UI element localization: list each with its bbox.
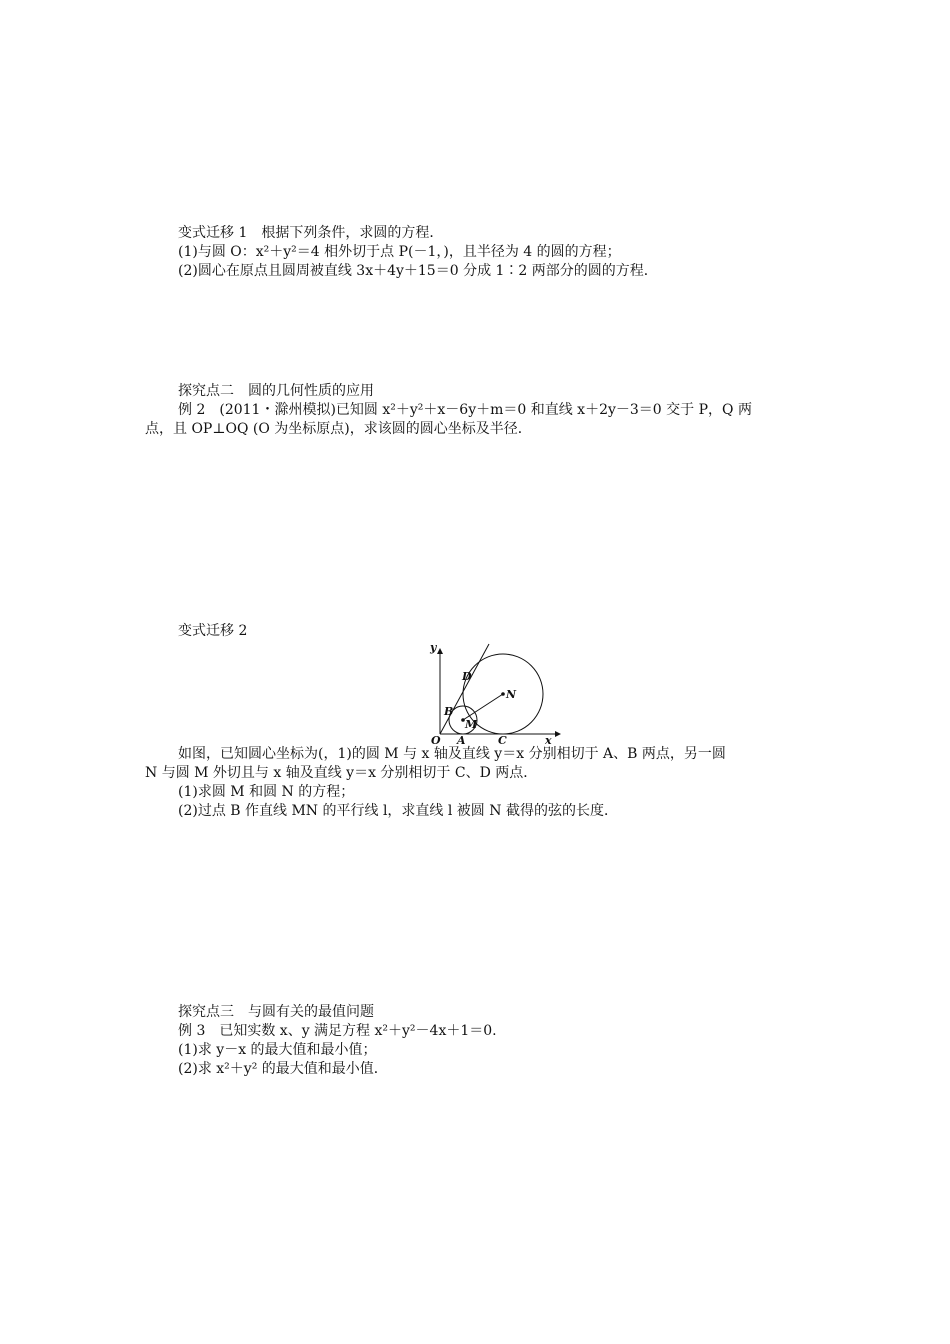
label-m: M	[465, 718, 478, 731]
section3-heading: 变式迁移 2	[178, 623, 248, 639]
label-c: C	[498, 734, 507, 745]
section3-item2: (2)过点 B 作直线 MN 的平行线 l，求直线 l 被圆 N 截得的弦的长度．	[178, 803, 618, 819]
label-y: y	[430, 641, 437, 654]
example2-line2: 点，且 OP⊥OQ (O 为坐标原点)，求该圆的圆心坐标及半径．	[145, 421, 532, 437]
section3-text-line2: N 与圆 M 外切且与 x 轴及直线 y＝x 分别相切于 C、D 两点．	[145, 765, 538, 781]
x-axis-arrow	[555, 731, 561, 737]
label-a: A	[457, 734, 466, 745]
section3-text-line1: 如图，已知圆心坐标为(，1)的圆 M 与 x 轴及直线 y＝x 分别相切于 A、B 两点，另一圆	[178, 746, 726, 762]
section3-item1: (1)求圆 M 和圆 N 的方程；	[178, 784, 355, 800]
label-o: O	[431, 734, 441, 745]
section1-heading: 变式迁移 1 根据下列条件，求圆的方程．	[178, 225, 444, 241]
example2-line1: 例 2 (2011・滁州模拟)已知圆 x²＋y²＋x－6y＋m＝0 和直线 x＋2y－3＝0 交于 P，Q 两	[178, 402, 752, 418]
geometry-figure	[425, 640, 565, 745]
label-n: N	[506, 688, 517, 701]
section4-heading: 探究点三 与圆有关的最值问题	[178, 1004, 374, 1020]
y-axis-arrow	[437, 648, 443, 654]
section1-item1: (1)与圆 O：x²＋y²＝4 相外切于点 P(－1，)，且半径为 4 的圆的方程；	[178, 244, 621, 260]
section2-heading: 探究点二 圆的几何性质的应用	[178, 383, 374, 399]
section4-item2: (2)求 x²＋y² 的最大值和最小值．	[178, 1061, 388, 1077]
label-x: x	[545, 734, 552, 745]
example3-line: 例 3 已知实数 x、y 满足方程 x²＋y²－4x＋1＝0.	[178, 1023, 497, 1039]
label-b: B	[444, 705, 454, 718]
point-n	[501, 692, 505, 696]
label-d: D	[462, 670, 472, 683]
section4-item1: (1)求 y－x 的最大值和最小值；	[178, 1042, 377, 1058]
section1-item2: (2)圆心在原点且圆周被直线 3x＋4y＋15＝0 分成 1∶2 两部分的圆的方程．	[178, 263, 658, 279]
